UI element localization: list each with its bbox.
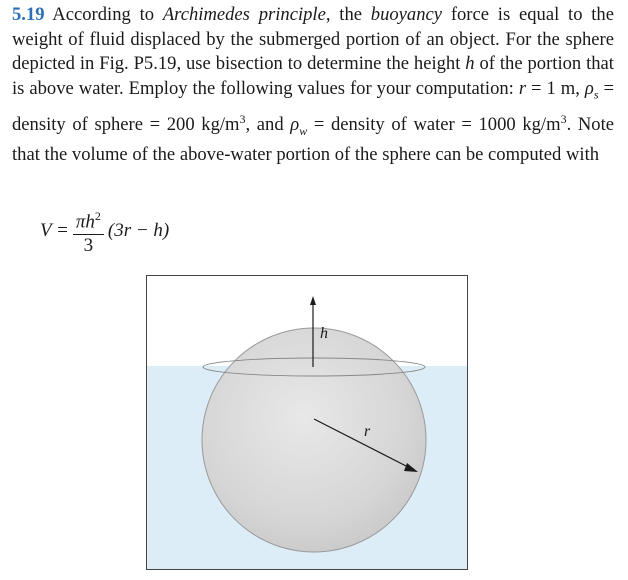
problem-statement [12, 3, 614, 168]
text-segment: force is equal to the weight of fluid displaced by the submerged portion of an object. For the sphere depicted in Fig. P5.19, use bisection to determine the height [12, 4, 614, 74]
sphere-figure [146, 275, 468, 570]
formula-lhs: V = [40, 220, 69, 242]
sphere [202, 328, 426, 552]
h-label: h [320, 325, 328, 342]
rho-s: ρ [584, 77, 594, 99]
term-buoyancy: buoyancy [370, 4, 443, 25]
sup-3: 3 [239, 111, 246, 126]
fraction-denominator: 3 [83, 235, 94, 257]
sub-w: w [299, 123, 308, 138]
term-archimedes: Archimedes principle [162, 4, 326, 25]
problem-number: 5.19 [12, 4, 45, 25]
text-segment: = density of sphere = 200 kg/m [12, 77, 614, 135]
rho-w: ρ [290, 113, 300, 135]
var-h: h [465, 53, 475, 74]
sup-3: 3 [560, 111, 567, 126]
sub-s: s [593, 87, 599, 102]
r-label: r [364, 423, 371, 440]
volume-formula [40, 205, 169, 257]
fraction-numerator: $\pi h^2$ [73, 205, 104, 235]
var-r: r [518, 77, 527, 99]
text-segment: , and [245, 113, 291, 135]
text-segment: , the [325, 4, 371, 25]
text-segment: of the portion that is above water. Employ the following values for your computation: [12, 53, 614, 99]
text-segment: According to [44, 4, 163, 25]
text-segment: . Note that the volume of the above-water portion of the sphere can be computed with [12, 113, 614, 166]
text-segment: = 1 m, [526, 77, 585, 99]
formula-fraction [73, 205, 104, 257]
formula-rhs: (3r − h) [107, 220, 170, 242]
text-segment: = density of water = 1000 kg/m [307, 113, 561, 135]
